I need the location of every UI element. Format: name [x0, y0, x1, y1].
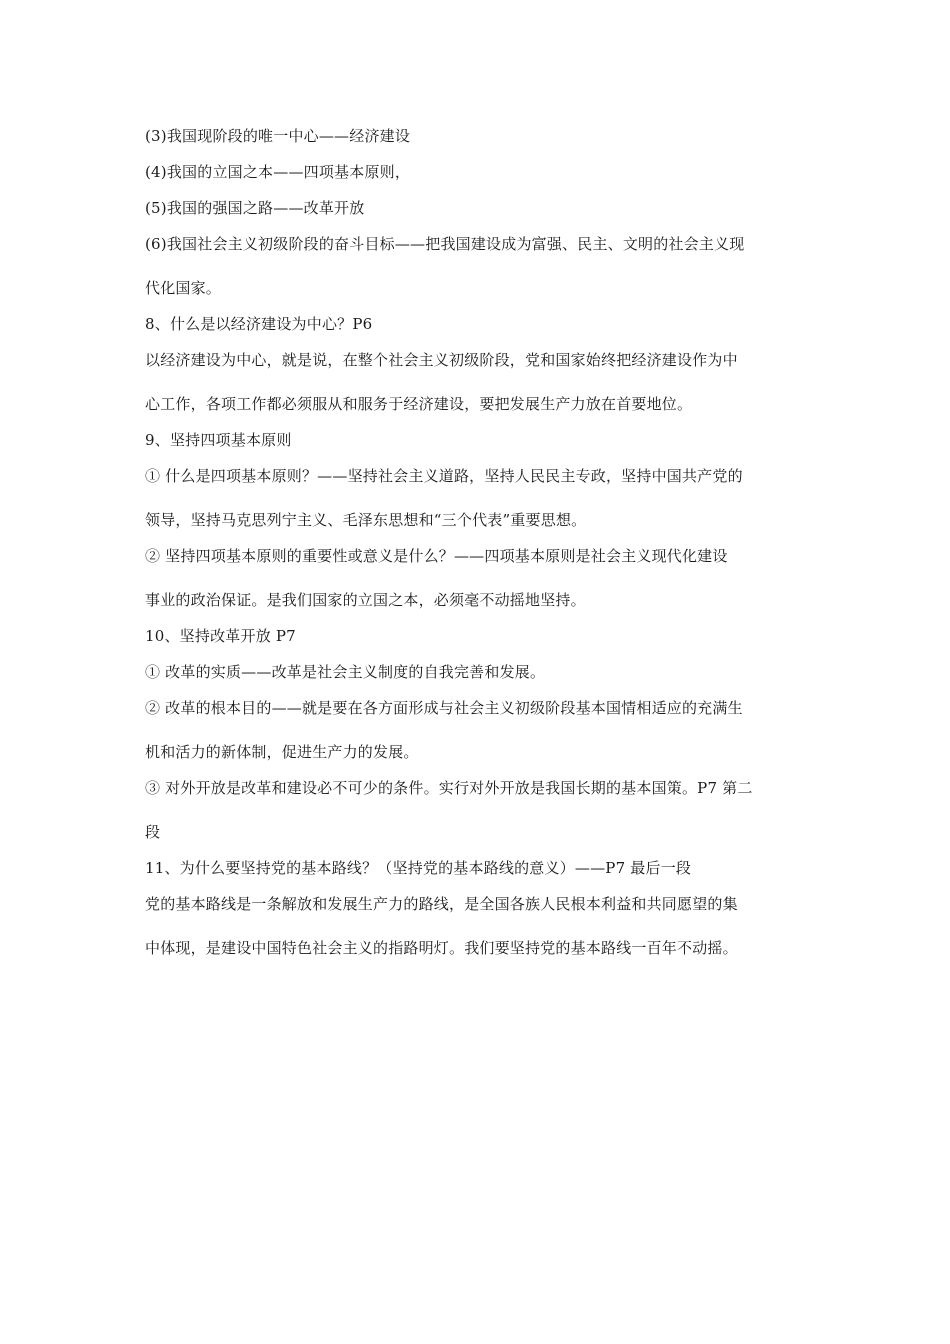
text-line: ② 改革的根本目的——就是要在各方面形成与社会主义初级阶段基本国情相适应的充满生	[145, 699, 743, 717]
document-body	[145, 124, 811, 960]
section-heading-11: 11、为什么要坚持党的基本路线？（坚持党的基本路线的意义）——P7 最后一段	[145, 859, 692, 877]
text-line: ① 改革的实质——改革是社会主义制度的自我完善和发展。	[145, 663, 546, 681]
text-line: 事业的政治保证。是我们国家的立国之本，必须毫不动摇地坚持。	[145, 591, 586, 609]
section-heading-10: 10、坚持改革开放 P7	[145, 627, 296, 645]
text-line: 以经济建设为中心，就是说，在整个社会主义初级阶段，党和国家始终把经济建设作为中	[145, 351, 738, 369]
text-line: 心工作，各项工作都必须服从和服务于经济建设，要把发展生产力放在首要地位。	[145, 395, 693, 413]
text-line: ② 坚持四项基本原则的重要性或意义是什么？——四项基本原则是社会主义现代化建设	[145, 547, 728, 565]
text-line: 机和活力的新体制，促进生产力的发展。	[145, 743, 419, 761]
text-line: 代化国家。	[145, 279, 222, 297]
text-line: (3)我国现阶段的唯一中心——经济建设	[145, 127, 411, 145]
text-line: (6)我国社会主义初级阶段的奋斗目标——把我国建设成为富强、民主、文明的社会主义现	[145, 235, 745, 253]
text-line: ③ 对外开放是改革和建设必不可少的条件。实行对外开放是我国长期的基本国策。P7 第二	[145, 779, 753, 797]
section-heading-9: 9、坚持四项基本原则	[145, 431, 292, 449]
text-line: 段	[145, 823, 161, 841]
text-line: (4)我国的立国之本——四项基本原则，	[145, 163, 411, 181]
section-heading-8: 8、什么是以经济建设为中心？P6	[145, 315, 373, 333]
text-line: (5)我国的强国之路——改革开放	[145, 199, 365, 217]
text-line: ① 什么是四项基本原则？——坚持社会主义道路，坚持人民民主专政，坚持中国共产党的	[145, 467, 743, 485]
text-line: 党的基本路线是一条解放和发展生产力的路线，是全国各族人民根本利益和共同愿望的集	[145, 895, 738, 913]
text-line: 领导，坚持马克思列宁主义、毛泽东思想和“三个代表”重要思想。	[145, 511, 587, 529]
text-line: 中体现，是建设中国特色社会主义的指路明灯。我们要坚持党的基本路线一百年不动摇。	[145, 939, 738, 957]
